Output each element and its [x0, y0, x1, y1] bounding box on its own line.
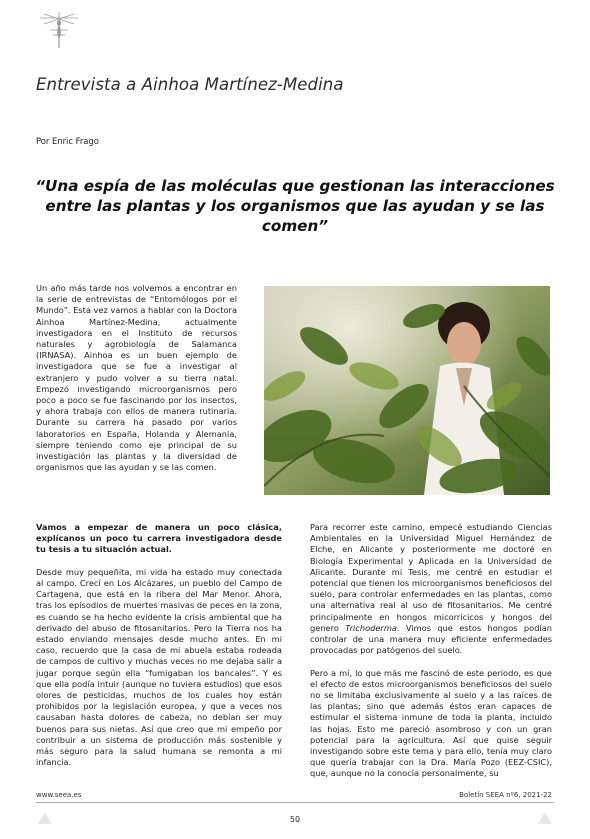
left-column	[36, 522, 282, 780]
section-title: Entrevista a Ainhoa Martínez-Medina	[36, 75, 344, 94]
headline-quote: “Una espía de las moléculas que gestionan las interacciones entre las plantas y los organismos que las ayudan y se las comen”	[35, 177, 555, 235]
footer-url: www.seea.es	[36, 791, 82, 799]
answer-paragraph: Pero a mí, lo que más me fascinó de este periodo, es que el efecto de estos microorganismos beneficiosos del suelo no se limitaba exclusivamente al suelo y a las raíces de las plantas; sino que además éstos eran capaces de estimular el sistema inmune de toda la planta, incluido las hojas. Esto me pareció asombroso y con un gran potencial para la agricultura. Así que quise seguir investigando sobre este tema y para ello, tenía muy claro que quería trabajar con la Dra. María Pozo (EEZ-CSIC), que, aunque no la conocía personalmente, su	[310, 667, 552, 779]
intro-paragraph: Un año más tarde nos volvemos a encontrar en la serie de entrevistas de “Entomólogos por el Mundo”. Esta vez vamos a hablar con la Doctora Ainhoa Martínez-Medina, actualmente investigadora en el Instituto de recursos naturales y agrobiología de Salamanca (IRNASA). Ainhoa es un buen ejemplo de investigadora que se fue a investigar al extranjero y pudo volver a su tierra natal. Empezó investigando microorganismos pero poco a poco se fue fascinando por los insectos, y ahora trabaja con ellos de manera rutinaria. Durante su carrera ha pasado por varios laboratorios en España, Holanda y Alemania, siempre teniendo como eje principal de su investigación las plantas y la diversidad de organismos que las ayudan y se las comen.	[36, 283, 237, 473]
insect-emblem-icon	[36, 10, 82, 50]
answer-paragraph	[310, 522, 552, 656]
photo-researcher-among-plants	[264, 286, 550, 495]
right-column	[310, 522, 552, 791]
byline: Por Enric Frago	[36, 136, 99, 146]
genus-name: Trichoderma	[345, 622, 397, 633]
answer-text: Para recorrer este camino, empecé estudiando Ciencias Ambientales en la Universidad Miguel Hernández de Elche, en Alicante y posteriormente me doctoré en Biología Experimental y Aplicada en la Universidad de Alicante. Durante mi Tesis, me centré en estudiar el potencial que tienen los microorganismos beneficiosos del suelo, para controlar enfermedades en las plantas, como una alternativa real al uso de fitosanitarios. Me centré principalmente en hongos micorrícicos y hongos del genero	[310, 522, 552, 633]
footer-divider	[36, 802, 554, 803]
answer-paragraph: Desde muy pequeñita, mi vida ha estado muy conectada al campo. Crecí en Los Alcázares, un pueblo del Campo de Cartagena, que está en la ribera del Mar Menor. Ahora, tras los episodios de muertes masivas de peces en la zona, es cuando se ha hecho evidente la crisis ambiental que ha derivado del abuso de fitosanitarios. Pero la Tierra nos ha estado enviando mensajes desde mucho antes. En mi caso, recuerdo que la casa de mi abuela estaba rodeada de campos de cultivo y muchas veces no me dejaba salir a jugar porque según ella “fumigaban los bancales”. Y es que ella podía intuir (aunque no tuviera estudios) que esos olores de pesticidas, muchos de los cuales hoy están prohibidos por la legislación europea, y que a veces nos causaban hasta dolores de cabeza, no debían ser muy buenos para sus nietas. Así que creo que mi empeño por contribuir a un sistema de producción más sostenible y más seguro para la salud humana se remonta a mi infancia.	[36, 566, 282, 768]
interview-question: Vamos a empezar de manera un poco clásica, explícanos un poco tu carrera investigadora desde tu tesis a tu situación actual.	[36, 522, 282, 555]
page-number: 50	[289, 815, 301, 824]
answer-text: . Vimos que estos hongos podían controlar de una manera muy eficiente enfermedades provocadas por patógenos del suelo.	[310, 622, 553, 656]
footer-publication: Boletín SEEA nº6, 2021-22	[459, 791, 552, 799]
